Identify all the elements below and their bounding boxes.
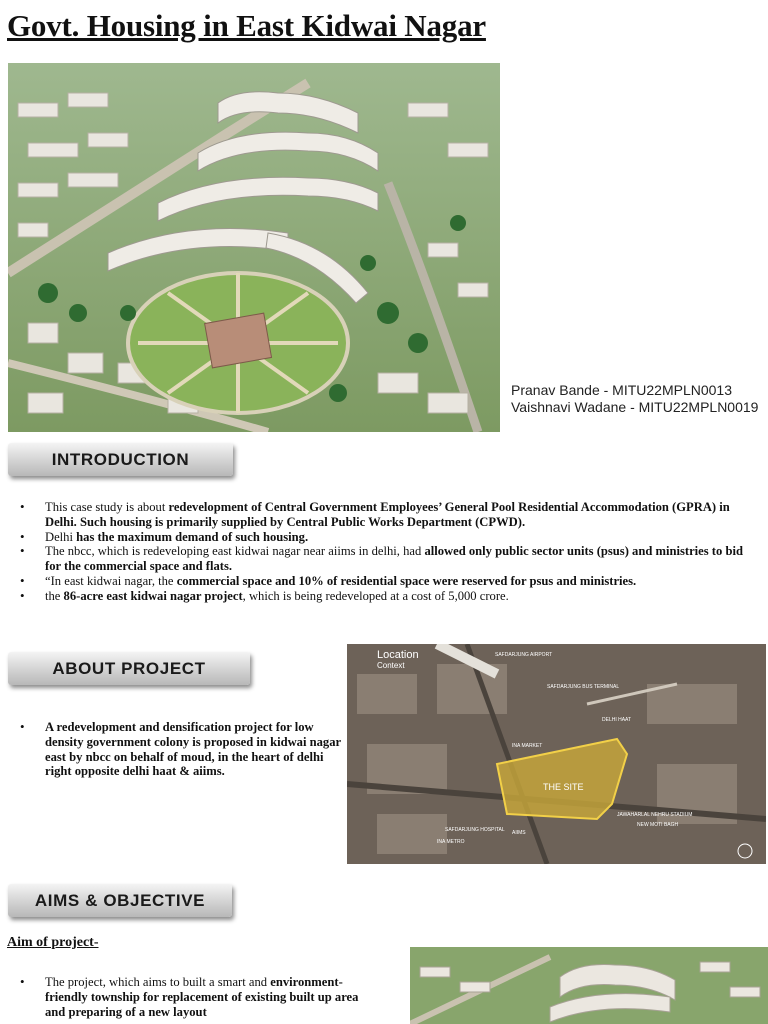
bold-text: has the maximum demand of such housing. (76, 529, 309, 544)
map-place-label: JAWAHARLAL NEHRU STADIUM (617, 812, 693, 818)
body-text: “In east kidwai nagar, the (45, 573, 177, 588)
bold-text: A redevelopment and densification project for low density government colony is proposed in kidwai nagar east by nbcc on behalf of moud, in the heart of delhi right opposite delhi haat & aiims. (45, 720, 341, 779)
about-project-list (8, 720, 343, 779)
map-location-label: Location (377, 649, 419, 661)
introduction-list (8, 500, 760, 604)
map-context-label: Context (377, 661, 405, 670)
bullet-item (8, 530, 760, 545)
aims-list (8, 975, 368, 1019)
bullet-item (8, 589, 760, 604)
aims-objective-heading: AIMS & OBJECTIVE (8, 884, 232, 917)
map-place-label: INA METRO (437, 839, 465, 845)
introduction-heading: INTRODUCTION (8, 443, 233, 476)
body-text: The nbcc, which is redeveloping east kidwai nagar near aiims in delhi, had (45, 544, 425, 559)
aim-of-project-heading: Aim of project- (7, 935, 99, 950)
bold-text: 86-acre east kidwai nagar project (63, 588, 243, 603)
map-place-label: SAFDARJUNG HOSPITAL (445, 827, 505, 833)
location-map-image (347, 644, 766, 864)
body-text: , which is being redeveloped at a cost of 5,000 crore. (242, 588, 509, 603)
body-text: the (45, 588, 64, 603)
map-place-label: SAFDARJUNG BUS TERMINAL (547, 684, 620, 690)
bullet-item (8, 720, 343, 779)
map-place-label: AIIMS (512, 830, 526, 836)
body-text: Delhi (45, 529, 77, 544)
map-place-label: NEW MOTI BAGH (637, 822, 679, 828)
author-1: Pranav Bande - MITU22MPLN0013 (511, 382, 732, 398)
bullet-item (8, 975, 368, 1019)
bold-text: redevelopment of Central Government Employees’ General Pool Residential Accommodation (GPRA) in Delhi. Such housing is primarily supplied by Central Public Works Department (CPWD). (45, 500, 730, 529)
bold-text: commercial space and 10% of residential space were reserved for psus and ministries. (176, 573, 637, 588)
map-place-label: INA MARKET (512, 743, 543, 749)
bullet-item (8, 574, 760, 589)
bold-text: environment-friendly township for replacement of existing built up area and preparing of a new layout (45, 975, 359, 1019)
aerial-render-thumbnail (410, 947, 768, 1024)
aerial-render-image (8, 63, 500, 432)
bullet-item (8, 500, 760, 530)
bold-text: allowed only public sector units (psus) and ministries to bid for the commercial space and flats. (45, 544, 743, 574)
about-project-heading: ABOUT PROJECT (8, 652, 250, 685)
page-title: Govt. Housing in East Kidwai Nagar (7, 8, 486, 43)
map-place-label: SAFDARJUNG AIRPORT (495, 652, 553, 658)
body-text: This case study is about (45, 500, 169, 514)
map-site-label: THE SITE (543, 782, 584, 792)
map-place-label: DELHI HAAT (602, 717, 632, 723)
author-2: Vaishnavi Wadane - MITU22MPLN0019 (511, 399, 759, 415)
bullet-item (8, 544, 760, 574)
body-text: The project, which aims to built a smart and (45, 975, 271, 989)
